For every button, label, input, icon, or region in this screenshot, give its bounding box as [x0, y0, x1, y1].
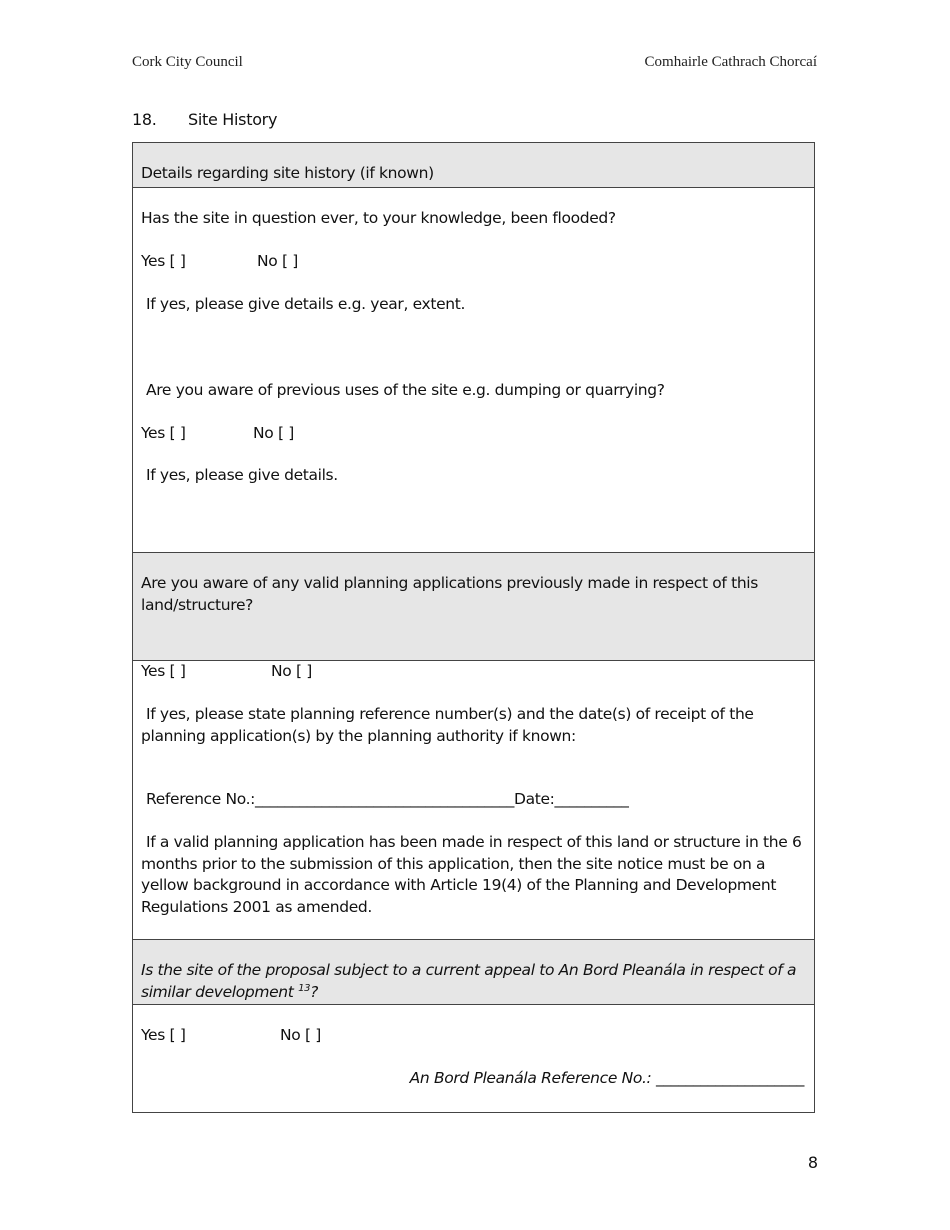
flood-details-label: If yes, please give details e.g. year, extent. — [146, 295, 466, 313]
site-history-form — [132, 142, 815, 1113]
appeal-yes-no — [141, 1025, 802, 1047]
flood-question: Has the site in question ever, to your knowledge, been flooded? — [141, 209, 616, 227]
appeal-details-row — [133, 1005, 814, 1112]
appeal-question-row — [133, 940, 814, 1005]
appeal-yes-checkbox[interactable]: Yes [ ] — [141, 1026, 186, 1044]
site-history-heading: Details regarding site history (if known) — [141, 164, 434, 182]
planning-question: Are you aware of any valid planning applications previously made in respect of this land/structure? — [141, 574, 758, 614]
previous-uses-question: Are you aware of previous uses of the site e.g. dumping or quarrying? — [146, 381, 665, 399]
uses-details-label: If yes, please give details. — [146, 466, 338, 484]
planning-site-notice-text: If a valid planning application has been made in respect of this land or structure in the 6 months prior to the submission of this application, then the site notice must be on a yellow background in accordance with Article 19(4) of the Planning and Development Regulations 2001 as amended. — [141, 833, 802, 916]
uses-yes-no — [141, 423, 802, 445]
site-history-questions-row — [133, 188, 814, 553]
footnote-reference: 13 — [298, 982, 311, 994]
uses-yes-checkbox[interactable]: Yes [ ] — [141, 424, 186, 442]
planning-no-checkbox[interactable]: No [ ] — [271, 662, 312, 680]
section-name: Site History — [188, 110, 278, 129]
appeal-reference-field[interactable]: An Bord Pleanála Reference No.: ____________________ — [409, 1069, 804, 1087]
planning-details-row — [133, 661, 814, 940]
planning-reference-field[interactable]: Reference No.:___________________________________Date:__________ — [146, 790, 629, 808]
page-number: 8 — [807, 1153, 818, 1172]
planning-instruction: If yes, please state planning reference number(s) and the date(s) of receipt of the planning application(s) by the planning authority if known: — [141, 705, 754, 745]
section-title — [132, 110, 277, 129]
uses-no-checkbox[interactable]: No [ ] — [253, 424, 294, 442]
flood-yes-no — [141, 251, 802, 273]
planning-question-row — [133, 553, 814, 661]
flood-yes-checkbox[interactable]: Yes [ ] — [141, 252, 186, 270]
planning-yes-no — [141, 661, 802, 683]
header-council-name: Cork City Council — [132, 54, 243, 70]
planning-yes-checkbox[interactable]: Yes [ ] — [141, 662, 186, 680]
appeal-no-checkbox[interactable]: No [ ] — [280, 1026, 321, 1044]
header-council-name-irish: Comhairle Cathrach Chorcaí — [644, 54, 817, 70]
flood-no-checkbox[interactable]: No [ ] — [257, 252, 298, 270]
site-history-heading-row — [133, 143, 814, 188]
appeal-question: Is the site of the proposal subject to a current appeal to An Bord Pleanála in respect of a similar development $^{13}$? — [141, 961, 797, 1001]
section-number: 18. — [132, 110, 157, 129]
